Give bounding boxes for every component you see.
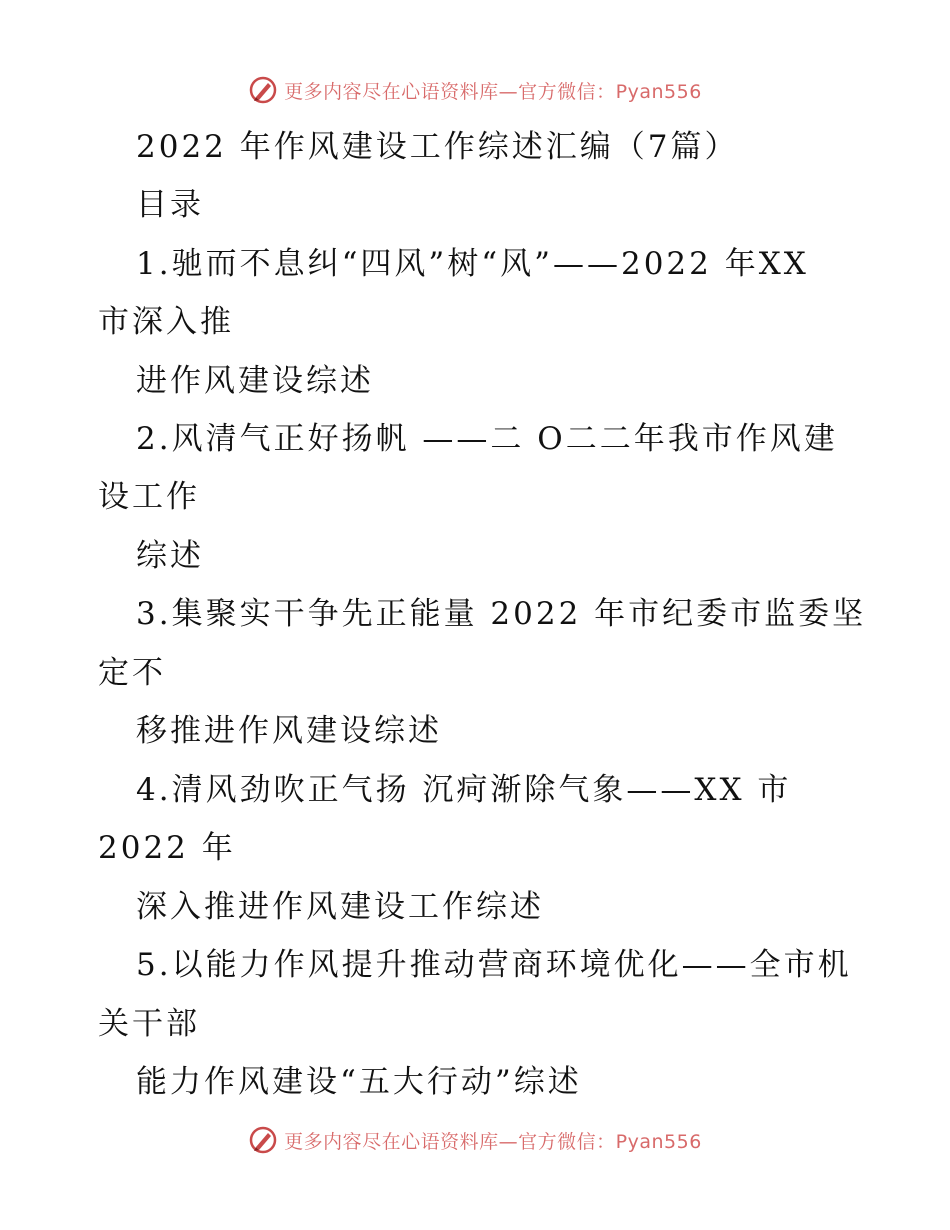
toc-line: 深入推进作风建设工作综述 xyxy=(136,889,544,925)
toc-heading: 目录 xyxy=(136,187,204,223)
toc-line: 设工作 xyxy=(98,479,200,515)
toc-line: 2022 年 xyxy=(98,830,236,866)
toc-line: 移推进作风建设综述 xyxy=(136,713,442,749)
toc-line: 1.驰而不息纠“四风”树“风”——2022 年XX xyxy=(136,246,809,282)
toc-line: 能力作风建设“五大行动”综述 xyxy=(136,1064,582,1100)
toc-line: 4.清风劲吹正气扬 沉疴渐除气象——XX 市 xyxy=(136,772,792,808)
pen-logo-icon xyxy=(248,75,278,105)
watermark-text: 更多内容尽在心语资料库—官方微信：Pyan556 xyxy=(284,1130,702,1153)
document-title: 2022 年作风建设工作综述汇编（7篇） xyxy=(136,129,739,165)
toc-line: 5.以能力作风提升推动营商环境优化——全市机 xyxy=(136,947,852,983)
header-watermark xyxy=(0,70,950,110)
toc-line: 关干部 xyxy=(98,1006,200,1042)
toc-line: 市深入推 xyxy=(98,304,234,340)
toc-line: 进作风建设综述 xyxy=(136,363,374,399)
toc-line: 定不 xyxy=(98,655,166,691)
toc-line: 综述 xyxy=(136,538,204,574)
toc-line: 2.风清气正好扬帆 ——二 O二二年我市作风建 xyxy=(136,421,838,457)
watermark-text: 更多内容尽在心语资料库—官方微信：Pyan556 xyxy=(284,80,702,103)
toc-line: 3.集聚实干争先正能量 2022 年市纪委市监委坚 xyxy=(136,596,867,632)
pen-logo-icon xyxy=(248,1125,278,1155)
footer-watermark xyxy=(0,1120,950,1160)
